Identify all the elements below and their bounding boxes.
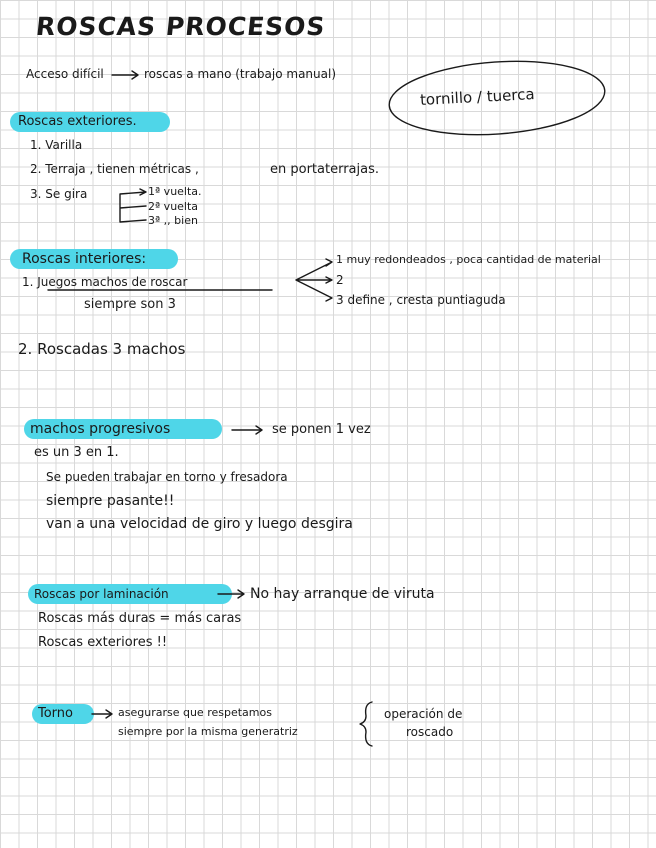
ext-item-2-tail: en portaterrajas. [270,162,379,177]
bubble-ellipse [387,55,607,142]
ext-turn-1: 1ª vuelta. [148,185,202,198]
branch-arrows [296,259,332,301]
turns-bracket [120,189,146,222]
torno-brace [360,702,372,746]
ext-item-3: 3. Se gira [30,187,88,201]
prog-line-3: siempre pasante!! [46,493,175,509]
lam-arrow-text: No hay arranque de viruta [250,586,435,602]
lam-line-1: Roscas más duras = más caras [38,611,242,626]
torno-line-1: asegurarse que respetamos [118,706,272,719]
prog-line-4: van a una velocidad de giro y luego desgira [46,516,353,532]
prog-arrow [232,426,262,434]
ext-item-1: 1. Varilla [30,138,83,152]
torno-brace-text-1: operación de [384,707,463,721]
prog-line-1: es un 3 en 1. [34,445,119,460]
int-branch-1: 1 muy redondeados , poca cantidad de material [336,253,601,266]
lam-arrow [218,590,244,598]
intro-left: Acceso difícil [26,67,104,81]
page-title: ROSCAS PROCESOS [34,12,327,41]
lam-line-2: Roscas exteriores !! [38,635,168,650]
prog-line-2: Se pueden trabajar en torno y fresadora [46,470,288,484]
heading-torno: Torno [38,706,73,721]
prog-arrow-text: se ponen 1 vez [272,422,371,437]
heading-exteriores: Roscas exteriores. [18,114,137,129]
heading-laminacion: Roscas por laminación [34,587,169,601]
torno-brace-text-2: roscado [406,725,454,739]
int-item-1-note: siempre son 3 [84,297,176,312]
ext-turn-3: 3ª ,, bien [148,214,198,227]
int-item-2: 2. Roscadas 3 machos [18,340,186,358]
heading-interiores: Roscas interiores: [22,251,147,267]
intro-arrow [112,71,138,79]
bubble-text: tornillo / tuerca [419,85,536,109]
int-branch-2: 2 [336,273,344,287]
int-branch-3: 3 define , cresta puntiaguda [336,293,506,307]
int-item-1: 1. Juegos machos de roscar [22,275,188,289]
torno-arrow [92,710,112,718]
ext-turn-2: 2ª vuelta [148,200,199,213]
heading-progresivos: machos progresivos [30,421,171,437]
intro-right: roscas a mano (trabajo manual) [144,67,337,81]
ext-item-2: 2. Terraja , tienen métricas , [30,162,199,176]
torno-line-2: siempre por la misma generatriz [118,725,298,738]
